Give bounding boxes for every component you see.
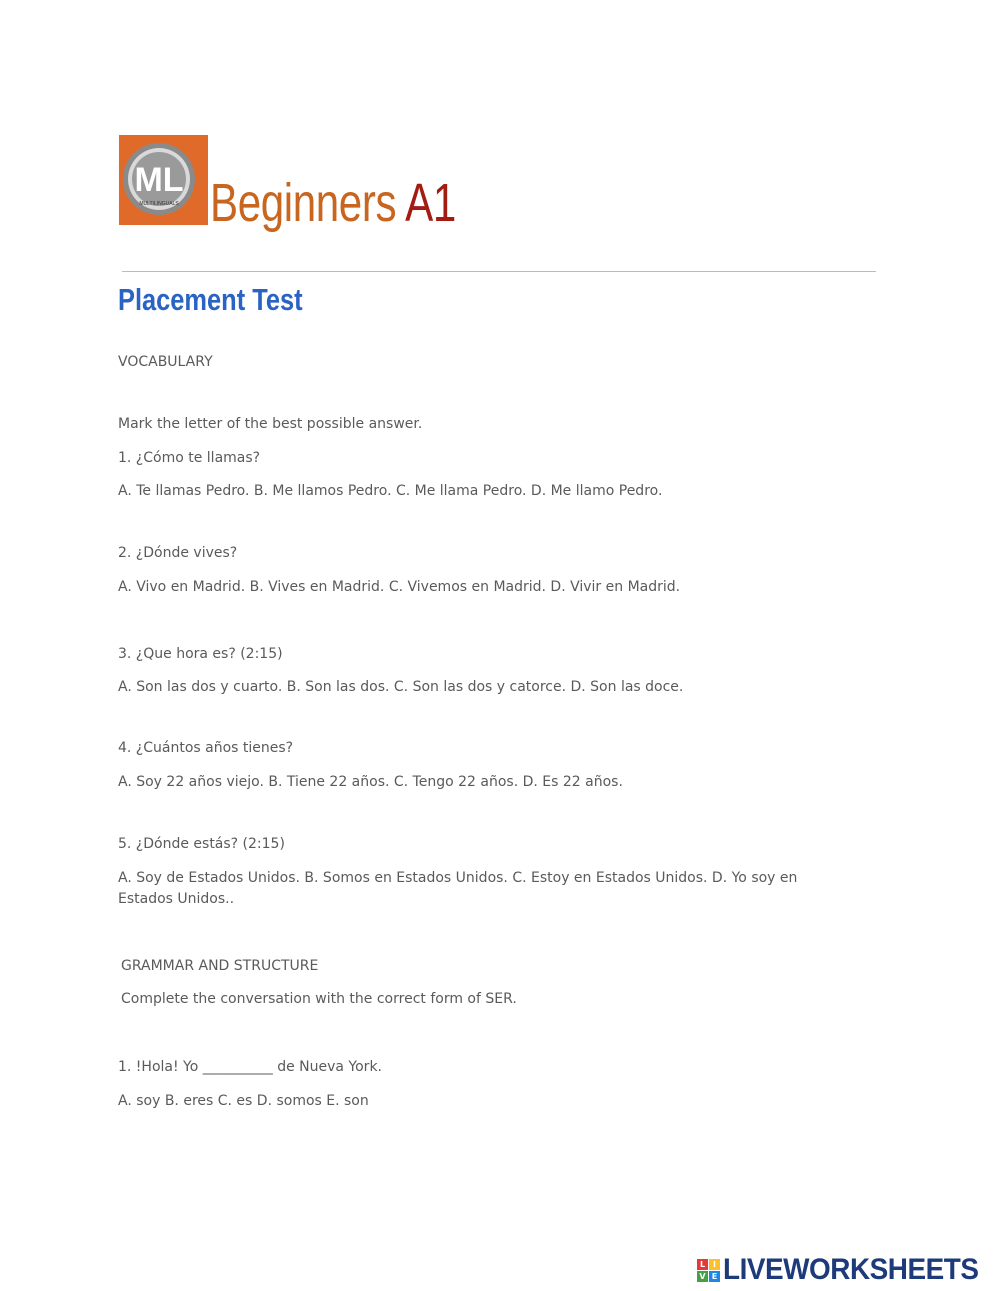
question-1: 1. ¿Cómo te llamas?: [118, 450, 261, 466]
title-level: A1: [405, 173, 456, 233]
grammar-question-1: 1. !Hola! Yo __________ de Nueva York.: [118, 1059, 382, 1075]
logo-letters: ML: [134, 161, 184, 199]
subtitle: Placement Test: [118, 282, 303, 317]
liveworksheets-icon: [697, 1259, 720, 1282]
brand-name: LIVEWORKSHEETS: [723, 1253, 979, 1286]
brand-icon-v: V: [697, 1271, 708, 1282]
question-4: 4. ¿Cuántos años tienes?: [118, 740, 294, 756]
logo-subtext: MULTILINGUALS: [139, 201, 179, 207]
question-2: 2. ¿Dónde vives?: [118, 545, 238, 561]
liveworksheets-brand[interactable]: [697, 1255, 998, 1285]
title-beginners: Beginners: [210, 173, 397, 233]
multilinguals-logo: [119, 135, 208, 225]
grammar-instruction: Complete the conversation with the correct form of SER.: [121, 991, 517, 1007]
question-5: 5. ¿Dónde estás? (2:15): [118, 836, 285, 852]
answer-options-1[interactable]: A. Te llamas Pedro. B. Me llamos Pedro. C. Me llama Pedro. D. Me llamo Pedro.: [118, 483, 663, 499]
brand-icon-l: L: [697, 1259, 708, 1270]
answer-options-5[interactable]: A. Soy de Estados Unidos. B. Somos en Estados Unidos. C. Estoy en Estados Unidos. D. Yo soy en Estados Unidos..: [118, 870, 798, 907]
grammar-answer-options-1[interactable]: A. soy B. eres C. es D. somos E. son: [118, 1093, 369, 1109]
vocabulary-instruction: Mark the letter of the best possible answer.: [118, 416, 423, 432]
header-divider: [122, 271, 876, 272]
question-3: 3. ¿Que hora es? (2:15): [118, 646, 283, 662]
answer-options-4[interactable]: A. Soy 22 años viejo. B. Tiene 22 años. C. Tengo 22 años. D. Es 22 años.: [118, 774, 623, 790]
vocabulary-heading: VOCABULARY: [118, 354, 213, 370]
answer-options-2[interactable]: A. Vivo en Madrid. B. Vives en Madrid. C. Vivemos en Madrid. D. Vivir en Madrid.: [118, 579, 681, 595]
brand-icon-i: I: [709, 1259, 720, 1270]
brand-icon-e: E: [709, 1271, 720, 1282]
page-title: [210, 172, 456, 234]
grammar-heading: GRAMMAR AND STRUCTURE: [121, 958, 319, 974]
answer-options-3[interactable]: A. Son las dos y cuarto. B. Son las dos. C. Son las dos y catorce. D. Son las doce.: [118, 679, 684, 695]
